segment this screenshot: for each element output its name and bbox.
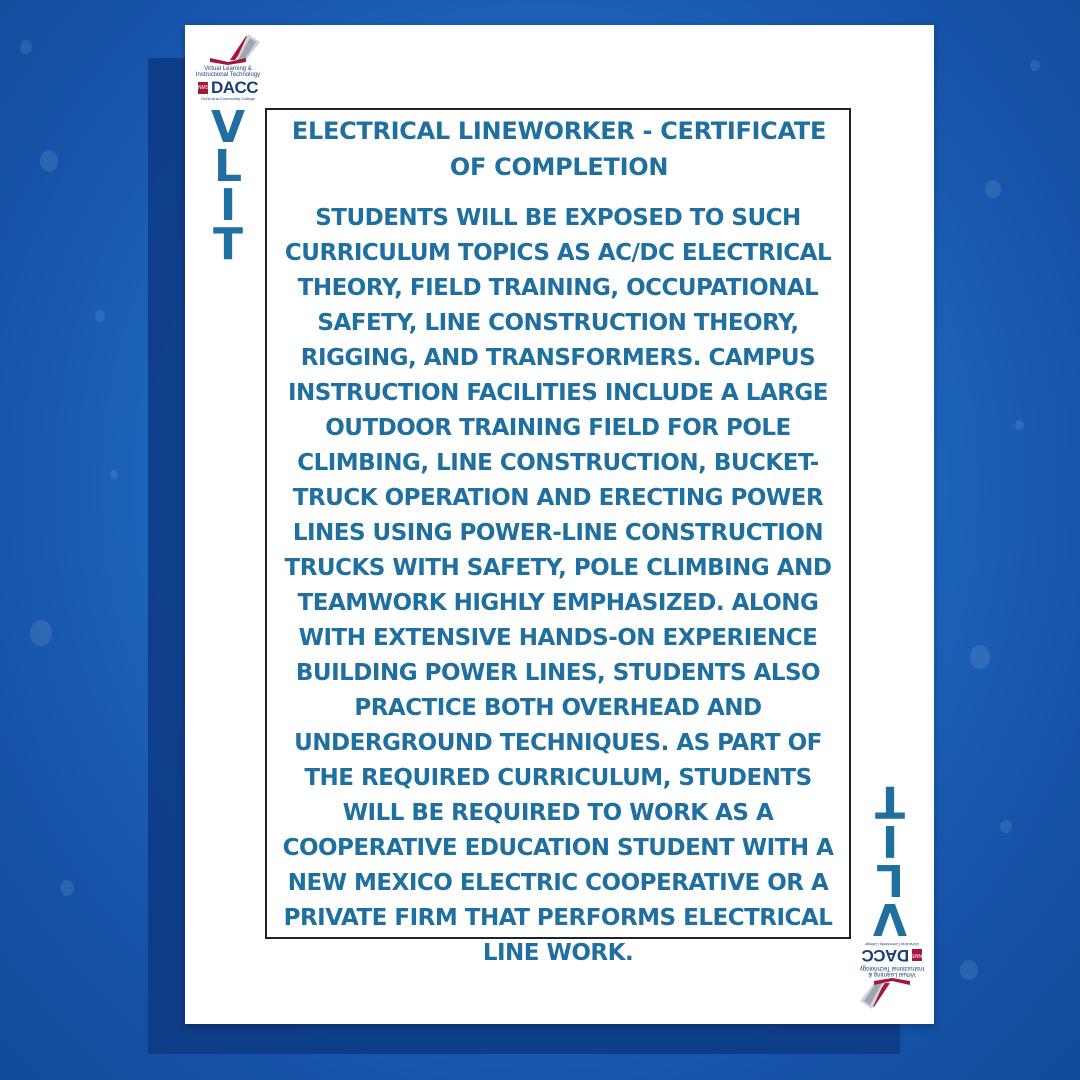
logo-line-2: Instructional Technology <box>195 72 261 78</box>
dacc-wordmark: DACC <box>861 946 910 965</box>
vlit-letter: T <box>212 219 243 270</box>
open-book-icon <box>190 30 266 66</box>
vlit-letter: I <box>219 180 237 231</box>
logo-line-2: Instructional Technology <box>859 965 925 971</box>
bubble <box>40 150 58 172</box>
card-title: ELECTRICAL LINEWORKER - CERTIFICATE OF COMPLETION <box>291 117 827 181</box>
bubble <box>1000 820 1012 833</box>
vlit-letter: L <box>875 854 905 905</box>
bubble <box>985 180 1001 198</box>
vlit-letter: V <box>210 102 246 153</box>
vlit-dacc-logo-rotated <box>854 942 930 1013</box>
vlit-letter: L <box>213 141 243 192</box>
nmsu-badge: NMSU <box>912 949 922 961</box>
logo-subtitle: Doña Ana Community College <box>865 942 919 947</box>
vlit-vertical-label-rotated <box>870 776 910 944</box>
logo-line-1: Virtual Learning & <box>204 66 252 72</box>
dacc-wordmark: DACC <box>210 78 259 97</box>
bubble <box>30 620 52 646</box>
open-book-icon <box>854 977 930 1013</box>
logo-line-1: Virtual Learning & <box>868 971 916 977</box>
logo-wordmark-row <box>190 80 266 96</box>
bubble <box>1030 60 1040 71</box>
logo-subtitle: Doña Ana Community College <box>201 96 255 101</box>
bubble <box>60 880 74 896</box>
vlit-letter: V <box>872 893 908 944</box>
bubble <box>20 40 32 54</box>
vlit-letter: T <box>875 776 906 827</box>
vlit-letter: I <box>881 815 899 866</box>
bubble <box>110 470 118 479</box>
bubble <box>960 960 978 980</box>
vlit-vertical-label <box>208 102 248 270</box>
card-body-text: STUDENTS WILL BE EXPOSED TO SUCH CURRICULUM TOPICS AS AC/DC ELECTRICAL THEORY, FIELD TRAINING, OCCUPATIONAL SAFETY, LINE CONSTRUCTION THEORY, RIGGING, AND TRANSFORMERS. CAMPUS INSTRUCTION FACILITIES INCLUDE A LARGE OUTDOOR TRAINING FIELD FOR POLE CLIMBING, LINE CONSTRUCTION, BUCKET-TRUCK OPERATION AND ERECTING POWER LINES USING POWER-LINE CONSTRUCTION TRUCKS WITH SAFETY, POLE CLIMBING AND TEAMWORK HIGHLY EMPHASIZED. ALONG WITH EXTENSIVE HANDS-ON EXPERIENCE BUILDING POWER LINES, STUDENTS ALSO PRACTICE BOTH OVERHEAD AND UNDERGROUND TECHNIQUES. AS PART OF THE REQUIRED CURRICULUM, STUDENTS WILL BE REQUIRED TO WORK AS A COOPERATIVE EDUCATION STUDENT WITH A NEW MEXICO ELECTRIC COOPERATIVE OR A PRIVATE FIRM THAT PERFORMS ELECTRICAL LINE WORK. <box>282 205 834 966</box>
bubble <box>1015 420 1024 430</box>
logo-wordmark-row <box>854 947 930 963</box>
bubble <box>95 310 105 322</box>
bubble <box>970 645 990 669</box>
nmsu-badge: NMSU <box>198 82 208 94</box>
vlit-dacc-logo <box>190 30 266 101</box>
